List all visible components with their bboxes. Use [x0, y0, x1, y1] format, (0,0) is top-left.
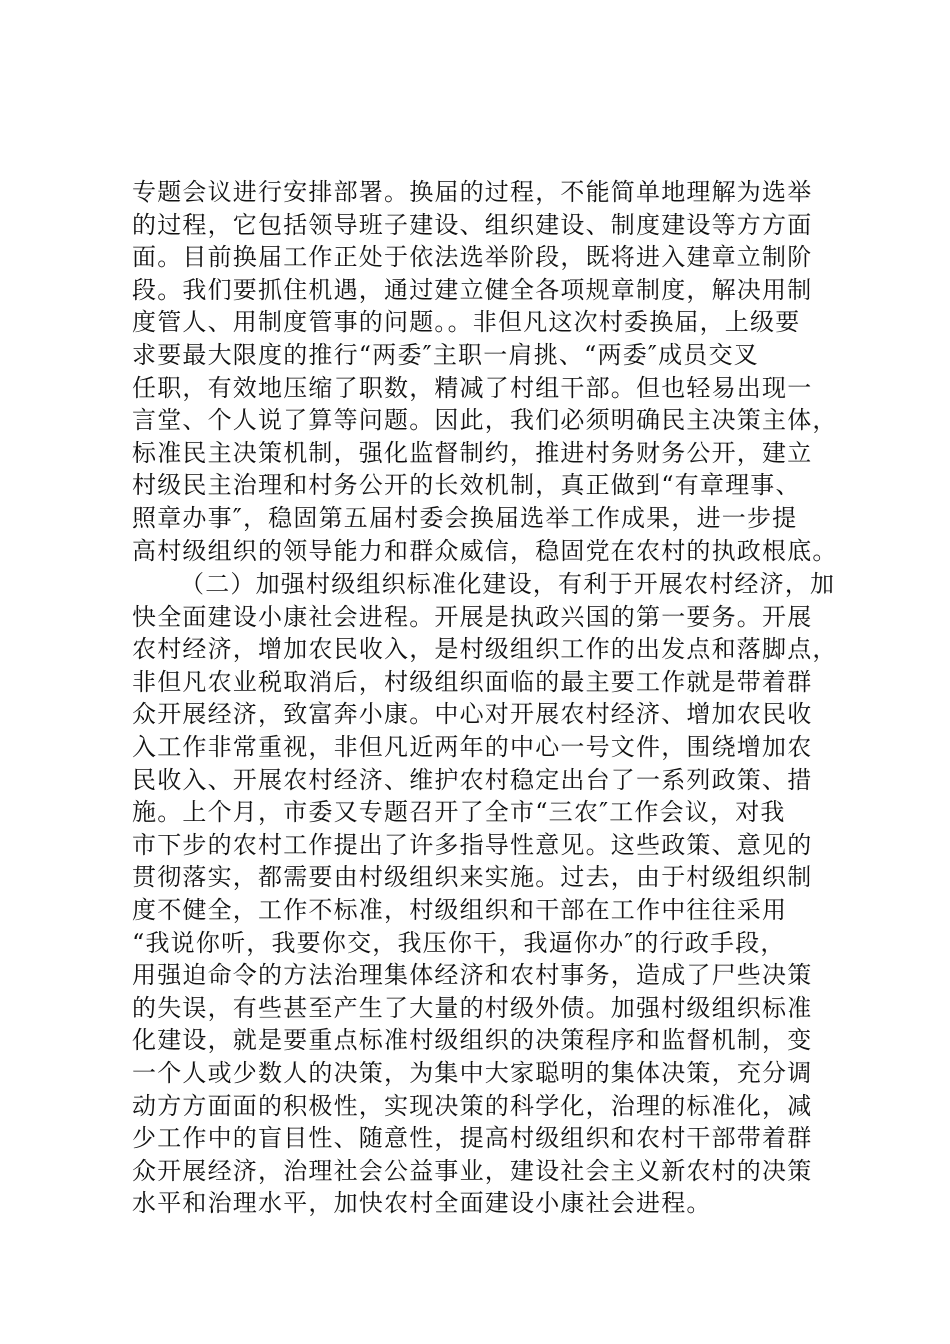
- text-line: “我说你听，我要你交，我压你干，我逼你办″的行政手段，: [132, 928, 786, 957]
- text-line: 的过程，它包括领导班子建设、组织建设、制度建设等方方面: [132, 210, 813, 239]
- text-line: 专题会议进行安排部署。换届的过程，不能简单地理解为选举: [132, 178, 813, 206]
- text-line: 一个人或少数人的决策，为集中大家聪明的集体决策，充分调: [132, 1058, 813, 1087]
- text-line: 众开展经济，致富奔小康。中心对开展农村经济、增加农民收: [132, 700, 813, 729]
- text-line: 施。上个月，市委又专题召开了全市“三农″工作会议，对我: [132, 798, 786, 827]
- text-line: 市下步的农村工作提出了许多指导性意见。这些政策、意见的: [132, 830, 813, 859]
- text-line: 的失误，有些甚至产生了大量的村级外债。加强村级组织标准: [132, 993, 813, 1022]
- text-line: 化建设，就是要重点标准村级组织的决策程序和监督机制，变: [132, 1026, 813, 1055]
- text-line: 任职，有效地压缩了职数，精减了村组干部。但也轻易出现一: [132, 373, 813, 402]
- text-line: 众开展经济，治理社会公益事业，建设社会主义新农村的决策: [132, 1156, 813, 1185]
- text-line: 标准民主决策机制，强化监督制约，推进村务财务公开，建立: [132, 438, 813, 467]
- text-line: 农村经济，增加农民收入，是村级组织工作的出发点和落脚点，: [132, 635, 838, 664]
- text-line: 言堂、个人说了算等问题。因此，我们必须明确民主决策主体，: [132, 406, 838, 435]
- text-line: 度不健全，工作不标准，村级组织和干部在工作中往往采用: [132, 895, 788, 924]
- paragraph-1: [132, 176, 852, 567]
- text-line: 面。目前换届工作正处于依法选举阶段，既将进入建章立制阶: [132, 243, 813, 272]
- text-line: 度管人、用制度管事的问题。。非但凡这次村委换届，上级要: [132, 308, 801, 337]
- text-line: 水平和治理水平，加快农村全面建设小康社会进程。: [132, 1189, 712, 1218]
- text-line: （二）加强村级组织标准化建设，有利于开展农村经济，加: [180, 570, 836, 598]
- text-line: 非但凡农业税取消后，村级组织面临的最主要工作就是带着群: [132, 667, 813, 696]
- paragraph-2: [132, 568, 852, 1220]
- text-line: 快全面建设小康社会进程。开展是执政兴国的第一要务。开展: [132, 602, 813, 631]
- text-line: 贯彻落实，都需要由村级组织来实施。过去，由于村级组织制: [132, 863, 813, 892]
- text-line: 少工作中的盲目性、随意性，提高村级组织和农村干部带着群: [132, 1124, 813, 1153]
- text-line: 民收入、开展农村经济、维护农村稳定出台了一系列政策、措: [132, 765, 813, 794]
- text-line: 高村级组织的领导能力和群众威信，稳固党在农村的执政根底。: [132, 536, 838, 565]
- text-line: 段。我们要抓住机遇，通过建立健全各项规章制度，解决用制: [132, 275, 813, 304]
- text-line: 入工作非常重视，非但凡近两年的中心一号文件，围绕增加农: [132, 732, 813, 761]
- text-line: 用强迫命令的方法治理集体经济和农村事务，造成了尸些决策: [132, 961, 813, 990]
- text-line: 求要最大限度的推行“两委″主职一肩挑、“两委″成员交叉: [132, 340, 759, 369]
- text-line: 村级民主治理和村务公开的长效机制，真正做到“有章理事、: [132, 471, 801, 500]
- text-line: 照章办事″，稳固第五届村委会换届选举工作成果，进一步提: [132, 503, 798, 532]
- text-line: 动方方面面的积极性，实现决策的科学化，治理的标准化，减: [132, 1091, 813, 1120]
